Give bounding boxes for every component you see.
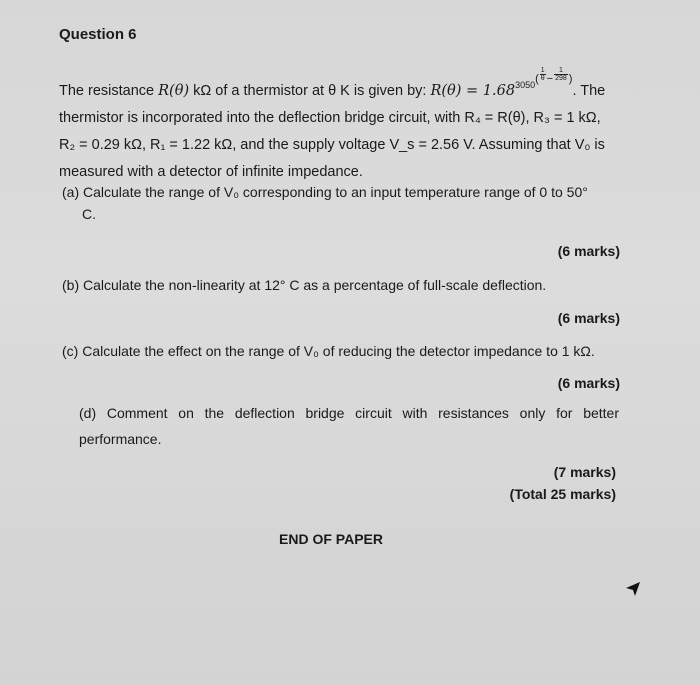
part-c: (c) Calculate the effect on the range of V₀ of reducing the detector impedance to 1 kΩ. — [62, 343, 595, 359]
part-d-cont: performance. — [79, 431, 162, 447]
intro-line2: thermistor is incorporated into the deflection bridge circuit, with R₄ = R(θ), R₃ = 1 kΩ, — [59, 110, 601, 126]
part-d: (d) Comment on the deflection bridge circuit with resistances only for better — [79, 405, 619, 421]
part-b-marks: (6 marks) — [557, 310, 620, 326]
intro-line4: measured with a detector of infinite impedance. — [59, 164, 363, 180]
question-intro — [59, 66, 639, 186]
mouse-pointer-icon — [624, 580, 642, 600]
intro-line1: The resistance R(θ) kΩ of a thermistor at θ K is given by: $R(\theta) = 1.68^{3050( \frac{1}{\theta} - \frac{1}{298} )}$. The — [59, 67, 606, 99]
formula: R(θ) = 1.68 — [430, 83, 516, 99]
end-of-paper: END OF PAPER — [279, 531, 383, 547]
total-marks: (Total 25 marks) — [509, 486, 616, 502]
formula-exponent: 3050( 1 θ − 1 298 ) — [515, 67, 573, 90]
part-c-marks: (6 marks) — [557, 375, 620, 391]
part-b: (b) Calculate the non-linearity at 12° C as a percentage of full-scale deflection. — [62, 277, 547, 293]
r-theta: R(θ) — [158, 83, 190, 99]
part-a: (a) Calculate the range of V₀ corresponding to an input temperature range of 0 to 50° C. — [62, 184, 588, 222]
part-d-marks: (7 marks) (Total 25 marks) — [470, 461, 616, 505]
part-a-marks: (6 marks) — [557, 243, 620, 259]
intro-line3: R₂ = 0.29 kΩ, R₁ = 1.22 kΩ, and the supply voltage V_s = 2.56 V. Assuming that V₀ is — [59, 137, 605, 153]
question-title: Question 6 — [59, 26, 137, 43]
